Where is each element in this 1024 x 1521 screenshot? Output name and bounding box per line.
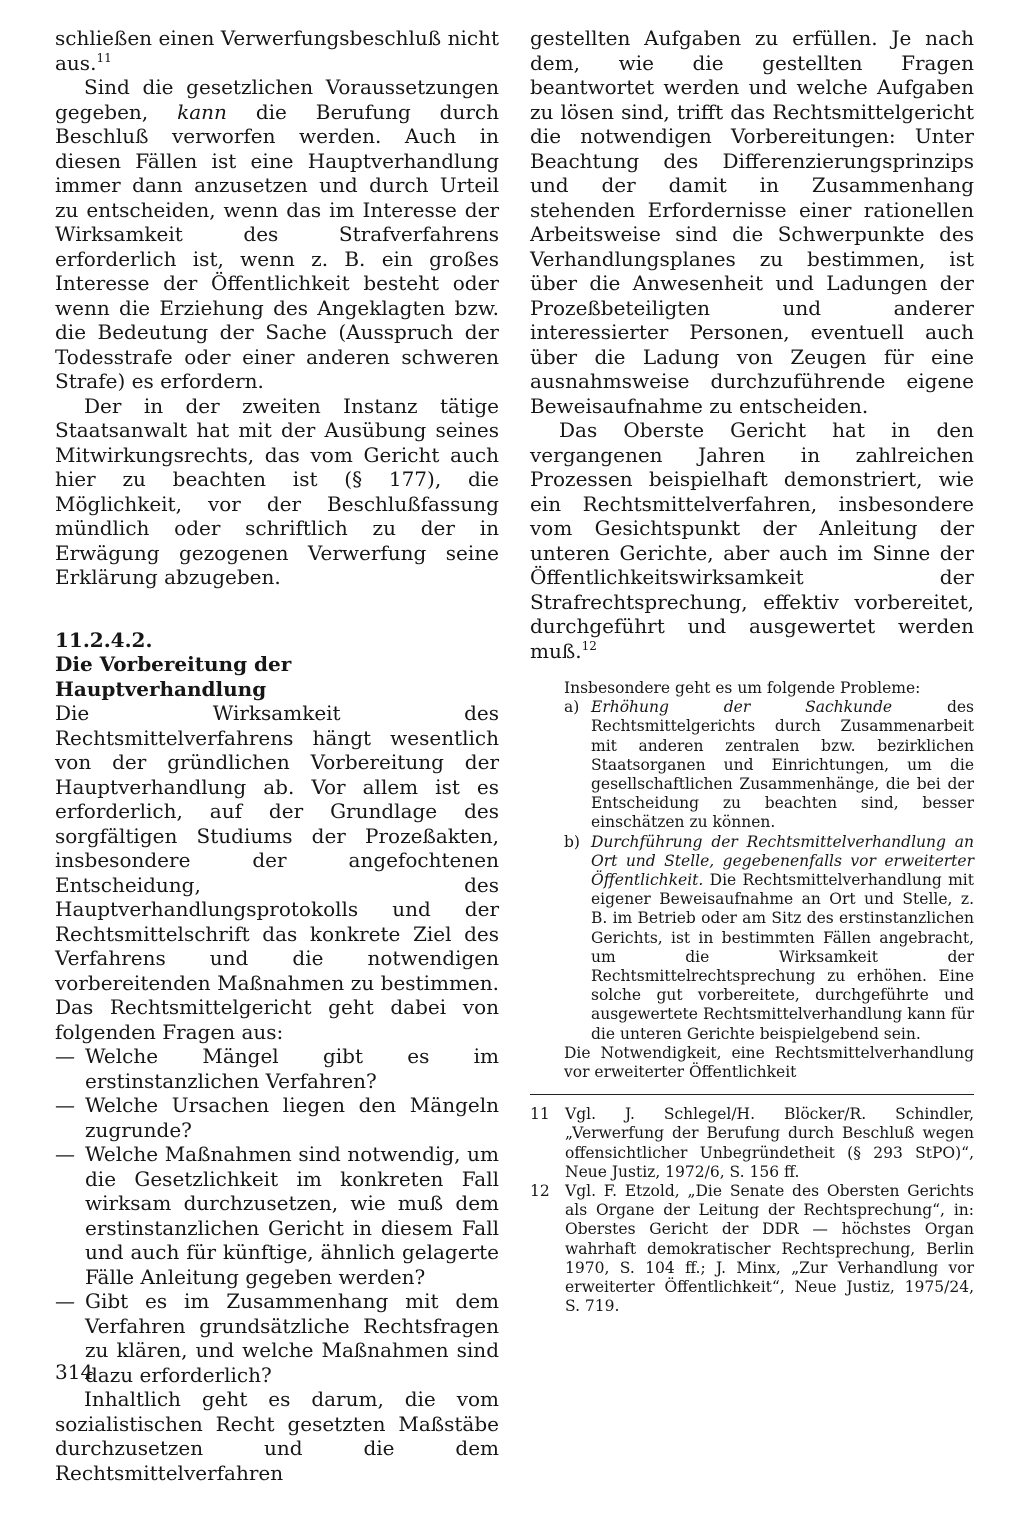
paragraph-inhaltlich: Inhaltlich geht es darum, die vom sozialistischen Recht gesetzten Maßstäbe durchzusetzen und die dem Rechtsmittelverfahren	[55, 1387, 499, 1485]
paragraph-text: Sind die gesetzlichen Voraussetzungen gegeben,	[55, 75, 499, 124]
item-body: des Rechtsmittelgerichts durch Zusammenarbeit mit anderen zentralen bzw. bezirklichen Staatsorganen und Einrichtungen, um die gesellschaftlichen Zusammenhänge, die bei der Entscheidung zu beachten sind, besser einschätzen zu können.	[591, 698, 974, 832]
paragraph-wirksamkeit: Die Wirksamkeit des Rechtsmittelverfahrens hängt wesentlich von der gründlichen Vorbereitung der Hauptverhandlung ab. Vor allem ist es erforderlich, auf der Grundlage des sorgfältigen Studiums der Prozeßakten, insbesondere der angefochtenen Entscheidung, des Hauptverhandlungsprotokolls und der Rechtsmittelschrift das konkrete Ziel des Verfahrens und die notwendigen vorbereitenden Maßnahmen zu bestimmen. Das Rechtsmittelgericht geht dabei von folgenden Fragen aus:	[55, 701, 499, 1044]
list-item-text: Welche Maßnahmen sind notwendig, um die Gesetzlichkeit im konkreten Fall wirksam durchzusetzen, wie muß dem erstinstanzlichen Gericht in diesem Fall und auch für künftige, ähnlich gelagerte Fälle Anleitung gegeben werden?	[85, 1142, 499, 1289]
problems-outro: Die Notwendigkeit, eine Rechtsmittelverhandlung vor erweiterter Öffentlichkeit	[564, 1043, 974, 1082]
footnote-reference-12: 12	[581, 638, 597, 653]
paragraph-verwerfung	[55, 75, 499, 394]
list-item-text: Welche Ursachen liegen den Mängeln zugrunde?	[85, 1093, 499, 1142]
section-title: Die Vorbereitung der Hauptverhandlung	[55, 652, 292, 701]
list-item-text: Welche Mängel gibt es im erstinstanzlichen Verfahren?	[85, 1044, 499, 1093]
footnote-divider	[530, 1094, 974, 1095]
item-marker: a)	[564, 698, 580, 717]
footnote-11	[530, 1105, 974, 1182]
problem-item-a	[564, 698, 974, 832]
left-column	[55, 26, 499, 1485]
dash-marker: —	[55, 1093, 75, 1117]
paragraph-continuation	[55, 26, 499, 75]
footnote-number: 12	[530, 1182, 550, 1201]
dash-marker: —	[55, 1289, 75, 1313]
footnote-reference-11: 11	[96, 50, 112, 65]
item-text	[591, 698, 974, 832]
item-marker: b)	[564, 832, 580, 851]
spacer	[55, 590, 499, 616]
item-text	[591, 833, 974, 1044]
page-number: 314	[55, 1360, 94, 1384]
problem-item-b	[564, 833, 974, 1044]
list-item-text: Gibt es im Zusammenhang mit dem Verfahren grundsätzliche Rechtsfragen zu klären, und welche Maßnahmen sind dazu erforderlich?	[85, 1289, 499, 1387]
question-list	[55, 1044, 499, 1387]
paragraph-staatsanwalt: Der in der zweiten Instanz tätige Staatsanwalt hat mit der Ausübung seines Mitwirkungsrechts, das vom Gericht auch hier zu beachten ist (§ 177), die Möglichkeit, vor der Beschlußfassung mündlich oder schriftlich zu der in Erwägung gezogenen Verwerfung seine Erklärung abzugeben.	[55, 393, 499, 589]
emphasis-text: Erhöhung der Sachkunde	[591, 698, 893, 717]
paragraph-text: die Berufung durch Beschluß verworfen werden. Auch in diesen Fällen ist eine Hauptverhandlung immer dann anzusetzen und durch Urteil zu entscheiden, wenn das im Interesse der Wirksamkeit des Strafverfahrens erforderlich ist, wenn z. B. ein großes Interesse der Öffentlichkeit besteht oder wenn die Erziehung des Angeklagten bzw. die Bedeutung der Sache (Ausspruch der Todesstrafe oder einer anderen schweren Strafe) es erfordern.	[55, 99, 500, 393]
section-number: 11.2.4.2.	[55, 627, 153, 652]
dash-marker: —	[55, 1142, 75, 1166]
right-column	[530, 26, 974, 1317]
footnote-text: Vgl. J. Schlegel/H. Blöcker/R. Schindler, „Verwerfung der Berufung durch Beschluß wegen offensichtlicher Unbegründetheit (§ 293 StPO)“, Neue Justiz, 1972/6, S. 156 ff.	[565, 1105, 974, 1181]
emphasis-text: kann	[177, 99, 227, 124]
list-item	[55, 1289, 499, 1387]
paragraph-continuation-right: gestellten Aufgaben zu erfüllen. Je nach dem, wie die gestellten Fragen beantwortet werden und welche Aufgaben zu lösen sind, trifft das Rechtsmittelgericht die notwendigen Vorbereitungen: Unter Beachtung des Differenzierungsprinzips und der damit in Zusammenhang stehenden Erfordernisse einer rationellen Arbeitsweise sind die Schwerpunkte des Verhandlungsplanes zu bestimmen, ist über die Anwesenheit und Ladungen der Prozeßbeteiligten und anderer interessierter Personen, eventuell auch über die Ladung von Zeugen für eine ausnahmsweise durchzuführende eigene Beweisaufnahme zu entscheiden.	[530, 26, 974, 418]
problems-block	[564, 679, 974, 1082]
emphasis-text: Durchführung der Rechtsmittelverhandlung an Ort und Stelle, gegebenenfalls vor erweiterter Öffentlichkeit.	[591, 832, 974, 890]
paragraph-oberstes-gericht	[530, 418, 974, 663]
footnotes	[530, 1105, 974, 1316]
item-body: Die Rechtsmittelverhandlung mit eigener Beweisaufnahme an Ort und Stelle, z. B. im Betrieb oder am Sitz des erstinstanzlichen Gerichts, ist in bestimmten Fällen angebracht, um die Wirksamkeit der Rechtsmittelrechtsprechung zu erhöhen. Eine solche gut vorbereitete, durchgeführte und ausgewertete Rechtsmittelverhandlung kann für die unteren Gerichte beispielgebend sein.	[591, 871, 974, 1043]
paragraph-text: schließen einen Verwerfungsbeschluß nicht aus.	[55, 26, 499, 75]
list-item	[55, 1142, 499, 1289]
dash-marker: —	[55, 1044, 75, 1068]
footnote-text: Vgl. F. Etzold, „Die Senate des Obersten Gerichts als Organe der Leitung der Rechtsprechung“, in: Oberstes Gericht der DDR — höchstes Organ wahrhaft demokratischer Rechtsprechung, Berlin 1970, S. 104 ff.; J. Minx, „Zur Verhandlung vor erweiterter Öffentlichkeit“, Neue Justiz, 1975/24, S. 719.	[565, 1182, 974, 1316]
paragraph-text: Das Oberste Gericht hat in den vergangenen Jahren in zahlreichen Prozessen beispielhaft demonstriert, wie ein Rechtsmittelverfahren, insbesondere vom Gesichtspunkt der Anleitung der unteren Gerichte, aber auch im Sinne der Öffentlichkeitswirksamkeit der Strafrechtsprechung, effektiv vorbereitet, durchgeführt und ausgewertet werden muß.	[530, 418, 974, 663]
footnote-number: 11	[530, 1105, 550, 1124]
list-item	[55, 1093, 499, 1142]
footnote-12	[530, 1182, 974, 1316]
list-item	[55, 1044, 499, 1093]
problems-intro: Insbesondere geht es um folgende Probleme:	[564, 679, 921, 697]
